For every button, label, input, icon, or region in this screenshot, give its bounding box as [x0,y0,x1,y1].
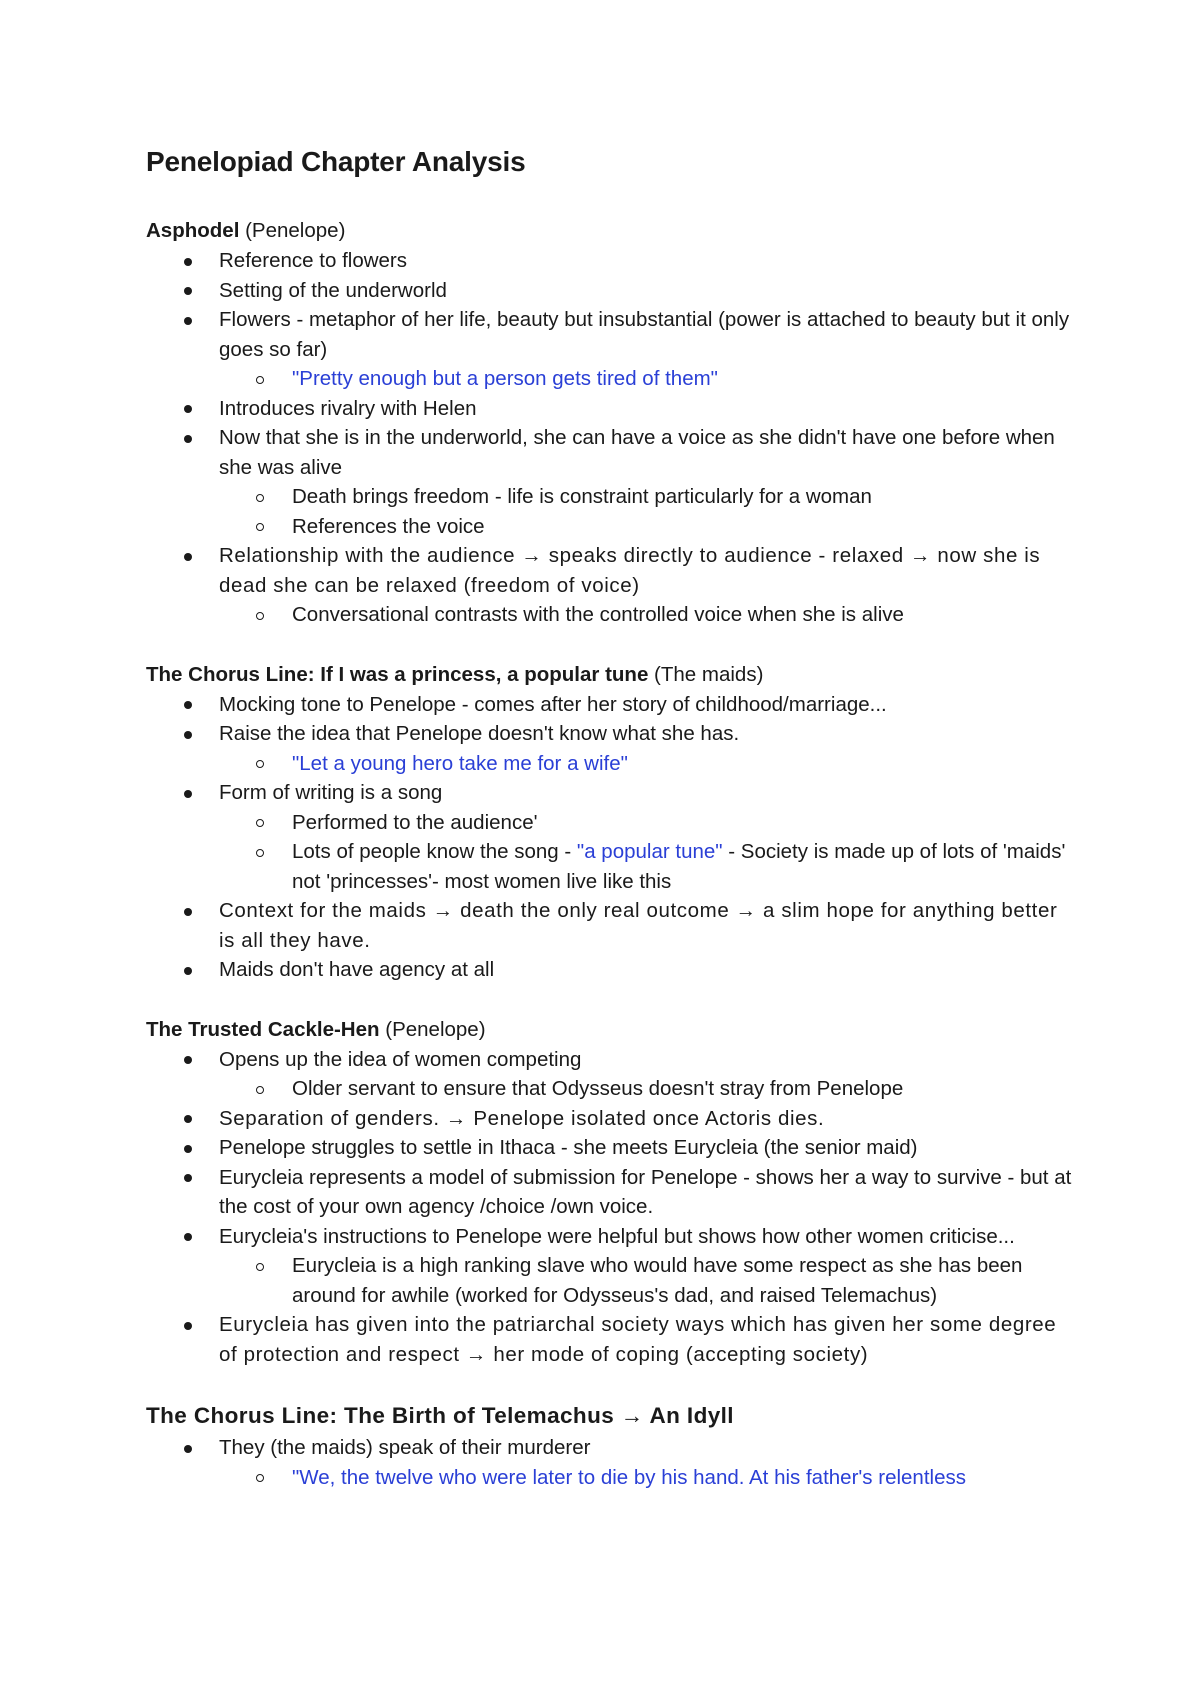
section-heading-note: (Penelope) [239,219,346,242]
list-item [146,541,1076,600]
bullet-dot-icon [184,1133,192,1163]
list-item [146,423,1076,482]
list-item-text: They (the maids) speak of their murderer [219,1436,591,1459]
list-item [146,1104,1076,1134]
list-item [146,1163,1076,1222]
bullet-list [146,1433,1076,1492]
bullet-dot-icon [184,778,192,808]
bullet-dot-icon [184,1310,192,1340]
section-heading-bold: The Chorus Line: If I was a princess, a popular tune [146,662,649,686]
list-item [146,482,1076,512]
section-heading [146,216,1076,246]
list-item [146,276,1076,306]
bullet-dot-icon [184,423,192,453]
list-item [146,896,1076,955]
list-item [146,1133,1076,1163]
bullet-circle-icon [256,749,264,779]
bullet-dot-icon [184,690,192,720]
list-item [146,512,1076,542]
list-item-text: Context for the maids → death the only real outcome → a slim hope for anything better is all they have. [219,899,1058,952]
bullet-dot-icon [184,719,192,749]
list-item-text: Older servant to ensure that Odysseus doesn't stray from Penelope [292,1077,904,1100]
list-item-quote: "Let a young hero take me for a wife" [292,751,628,775]
list-item-text: Performed to the audience' [292,810,538,834]
list-item-text: Raise the idea that Penelope doesn't know what she has. [219,722,740,745]
list-item-text: Form of writing is a song [219,781,443,804]
list-item [146,246,1076,276]
list-item [146,955,1076,985]
bullet-circle-icon [256,1251,264,1281]
list-item-text: Setting of the underworld [219,278,447,302]
list-item-text: Penelope struggles to settle in Ithaca - she meets Eurycleia (the senior maid) [219,1136,918,1159]
bullet-dot-icon [184,955,192,985]
section-heading-note: (Penelope) [379,1017,486,1041]
section-heading [146,1015,1076,1045]
list-item-text: Now that she is in the underworld, she can have a voice as she didn't have one before when she was alive [219,426,1055,479]
list-item-text: Eurycleia's instructions to Penelope were helpful but shows how other women criticise... [219,1224,1015,1248]
list-item [146,808,1076,838]
list-item [146,305,1076,364]
bullet-circle-icon [256,837,264,867]
bullet-dot-icon [184,1104,192,1134]
list-item-text: References the voice [292,514,485,538]
bullet-list [146,690,1076,985]
list-item [146,719,1076,749]
list-item [146,1463,1076,1493]
bullet-circle-icon [256,512,264,542]
section [146,660,1076,985]
bullet-dot-icon [184,305,192,335]
list-item [146,1074,1076,1104]
list-item [146,600,1076,630]
list-item [146,394,1076,424]
list-item-text: Lots of people know the song - [292,840,577,863]
section-heading-bold: The Trusted Cackle-Hen [146,1017,380,1041]
bullet-list [146,246,1076,630]
sections-container [146,216,1076,1492]
list-item-quote: "We, the twelve who were later to die by his hand. At his father's relentless [292,1465,966,1489]
list-item [146,778,1076,808]
bullet-circle-icon [256,600,264,630]
bullet-dot-icon [184,394,192,424]
section [146,1399,1076,1492]
list-item [146,1310,1076,1369]
section-heading-bold: The Chorus Line: The Birth of Telemachus → An Idyll [146,1403,734,1428]
section-heading-note: (The maids) [648,662,764,686]
bullet-dot-icon [184,896,192,926]
bullet-dot-icon [184,276,192,306]
bullet-list [146,1045,1076,1370]
bullet-dot-icon [184,541,192,571]
section-heading-bold: Asphodel [146,219,240,242]
bullet-dot-icon [184,246,192,276]
list-item-text: Opens up the idea of women competing [219,1047,582,1071]
list-item [146,690,1076,720]
bullet-circle-icon [256,482,264,512]
list-item-text: Death brings freedom - life is constraint particularly for a woman [292,485,872,508]
list-item [146,837,1076,896]
bullet-dot-icon [184,1163,192,1193]
section [146,216,1076,630]
list-item-text: Eurycleia has given into the patriarchal society ways which has given her some degree of protection and respect → her mode of coping (accepting society) [219,1313,1057,1366]
list-item-text: Maids don't have agency at all [219,958,495,981]
page-title: Penelopiad Chapter Analysis [146,146,526,177]
section [146,1015,1076,1370]
list-item [146,1045,1076,1075]
section-heading [146,660,1076,690]
bullet-dot-icon [184,1222,192,1252]
list-item-text: Separation of genders. → Penelope isolated once Actoris dies. [219,1106,825,1130]
list-item [146,364,1076,394]
list-item-text: Eurycleia is a high ranking slave who would have some respect as she has been around for awhile (worked for Odysseus's dad, and raised Telemachus) [292,1254,1023,1307]
list-item [146,1433,1076,1463]
list-item-text: Eurycleia represents a model of submission for Penelope - shows her a way to survive - but at the cost of your own agency /choice /own voice. [219,1165,1072,1218]
bullet-circle-icon [256,364,264,394]
list-item-text: Mocking tone to Penelope - comes after her story of childhood/marriage... [219,692,887,716]
list-item-text: Conversational contrasts with the controlled voice when she is alive [292,603,904,626]
list-item-text: Reference to flowers [219,249,408,272]
list-item [146,749,1076,779]
list-item-text: Flowers - metaphor of her life, beauty but insubstantial (power is attached to beauty but it only goes so far) [219,308,1070,361]
section-heading [146,1399,1076,1433]
list-item [146,1251,1076,1310]
bullet-circle-icon [256,1074,264,1104]
list-item-text: Introduces rivalry with Helen [219,396,477,420]
list-item-quote: "a popular tune" [576,840,723,863]
bullet-circle-icon [256,1463,264,1493]
bullet-dot-icon [184,1433,192,1463]
bullet-circle-icon [256,808,264,838]
document-content [146,142,1076,1522]
list-item-quote: "Pretty enough but a person gets tired of them" [292,367,718,390]
bullet-dot-icon [184,1045,192,1075]
list-item [146,1222,1076,1252]
list-item-text-after: - Society is made up of lots of 'maids' not 'princesses'- most women live like this [292,840,1066,893]
list-item-text: Relationship with the audience → speaks directly to audience - relaxed → now she is dead she can be relaxed (freedom of voice) [219,544,1041,597]
